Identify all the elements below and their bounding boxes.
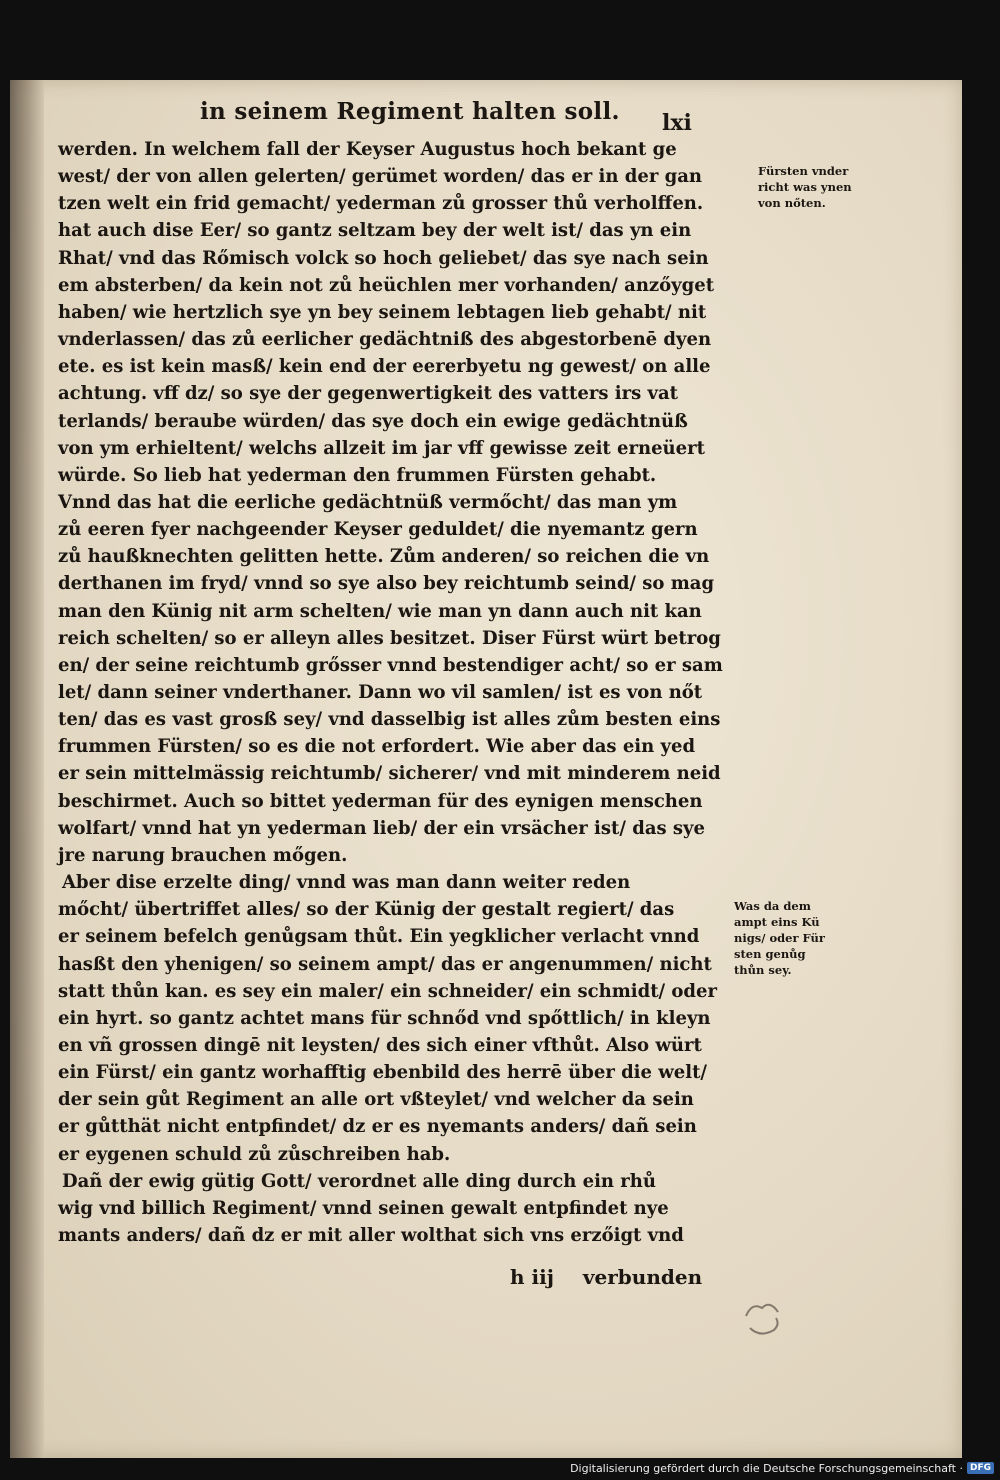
text-line: Rhat/ vnd das Rőmisch volck so hoch geliebet/ das sye nach sein [58, 247, 709, 269]
digitization-credit [570, 1460, 994, 1476]
text-line: ete. es ist kein masß/ kein end der eererbyetu ng gewest/ on alle [58, 356, 711, 378]
text-line: Vnnd das hat die eerliche gedächtnüß vermőcht/ das man ym [58, 491, 678, 513]
text-line: statt thůn kan. es sey ein maler/ ein schneider/ ein schmidt/ oder [58, 980, 717, 1002]
margin-note-line: sten genůg [734, 947, 806, 961]
text-line: wig vnd billich Regiment/ vnnd seinen gewalt entpfindet nye [58, 1197, 669, 1219]
signature-mark: h iij [510, 1265, 554, 1289]
text-line: würde. So lieb hat yederman den frummen Fürsten gehabt. [58, 464, 657, 486]
text-line: von ym erhieltent/ welchs allzeit im jar vff gewisse zeit erneüert [58, 437, 705, 459]
text-line: zů haußknechten gelitten hette. Zům anderen/ so reichen die vn [58, 546, 710, 568]
text-line: werden. In welchem fall der Keyser Augustus hoch bekant ge [58, 139, 677, 160]
text-line: tzen welt ein frid gemacht/ yederman zů grosser thů verholffen. [58, 193, 704, 215]
margin-note-line: Was da dem [734, 899, 811, 913]
text-line: Aber dise erzelte ding/ vnnd was man dann weiter reden [62, 872, 631, 894]
text-line: zů eeren fyer nachgeender Keyser geduldet/ die nyemantz gern [58, 519, 698, 541]
text-line: let/ dann seiner vnderthaner. Dann wo vil samlen/ ist es von nőt [58, 682, 703, 703]
margin-note-line: thůn sey. [734, 963, 792, 977]
folio-number: lxi [662, 110, 692, 136]
text-line: man den Künig nit arm schelten/ wie man yn dann auch nit kan [58, 600, 702, 622]
text-line: er gůtthät nicht entpfindet/ dz er es nyemants anders/ dañ sein [58, 1116, 697, 1138]
running-head: in seinem Regiment halten soll. [200, 98, 620, 125]
text-line: ein hyrt. so gantz achtet mans für schnőd vnd spőttlich/ in kleyn [58, 1007, 711, 1029]
text-line: en vñ grossen dingē nit leysten/ des sich einer vfthůt. Also würt [58, 1034, 702, 1056]
page-gutter-shadow [10, 80, 44, 1458]
margin-note-line: von nőten. [758, 196, 826, 210]
text-line: Dañ der ewig gütig Gott/ verordnet alle ding durch ein rhů [62, 1170, 656, 1192]
margin-note-line: Fürsten vnder [758, 164, 849, 178]
margin-note-1 [758, 163, 852, 211]
text-line: mőcht/ übertriffet alles/ so der Künig der gestalt regiert/ das [58, 899, 675, 921]
text-line: ten/ das es vast grosß sey/ vnd dasselbig ist alles zům besten eins [58, 709, 721, 731]
text-line: hasßt den yhenigen/ so seinem ampt/ das er angenummen/ nicht [58, 953, 712, 975]
text-line: en/ der seine reichtumb grősser vnnd bestendiger acht/ so er sam [58, 654, 723, 676]
text-line: derthanen im fryd/ vnnd so sye also bey reichtumb seind/ so mag [58, 573, 715, 595]
text-line: der sein gůt Regiment an alle ort vßteylet/ vnd welcher da sein [58, 1089, 694, 1111]
text-line: ein Fürst/ ein gantz worhafftig ebenbild des herrē über die welt/ [58, 1062, 708, 1084]
text-line: west/ der von allen gelerten/ gerümet worden/ das er in der gan [58, 166, 702, 188]
text-line: frummen Fürsten/ so es die not erfordert. Wie aber das ein yed [58, 736, 696, 758]
text-line: vnderlassen/ das zů eerlicher gedächtniß des abgestorbenē dyen [58, 329, 712, 351]
text-line: achtung. vff dz/ so sye der gegenwertigkeit des vatters irs vat [58, 383, 678, 405]
text-line: reich schelten/ so er alleyn alles besitzet. Diser Fürst würt betrog [58, 627, 721, 649]
text-line: wolfart/ vnnd hat yn yederman lieb/ der ein vrsächer ist/ das sye [58, 817, 705, 839]
text-line: terlands/ beraube würden/ das sye doch ein ewige gedächtnüß [58, 410, 688, 432]
dfg-logo: DFG [967, 1462, 994, 1474]
text-line: hat auch dise Eer/ so gantz seltzam bey der welt ist/ das yn ein [58, 220, 692, 242]
margin-note-line: ampt eins Kü [734, 915, 820, 929]
text-line: jre narung brauchen mőgen. [58, 844, 348, 866]
ink-smudge-mark [740, 1298, 786, 1342]
text-line: er sein mittelmässig reichtumb/ sicherer/ vnd mit minderem neid [58, 763, 721, 785]
margin-note-2 [734, 898, 825, 978]
catchword: verbunden [582, 1265, 703, 1289]
text-line: er eygenen schuld zů zůschreiben hab. [58, 1143, 451, 1165]
text-line: er seinem befelch genůgsam thůt. Ein yegklicher verlacht vnnd [58, 926, 700, 948]
margin-note-line: richt was ynen [758, 180, 852, 194]
text-line: beschirmet. Auch so bittet yederman für des eynigen menschen [58, 790, 703, 812]
text-line: haben/ wie hertzlich sye yn bey seinem lebtagen lieb gehabt/ nit [58, 301, 707, 323]
catchword-line [510, 1265, 730, 1299]
text-line: mants anders/ dañ dz er mit aller wolthat sich vns erzőigt vnd [58, 1225, 684, 1246]
text-line: em absterben/ da kein not zů heüchlen mer vorhanden/ anzőyget [58, 274, 715, 296]
margin-note-line: nigs/ oder Für [734, 931, 825, 945]
credit-text: Digitalisierung gefördert durch die Deutsche Forschungsgemeinschaft · [570, 1461, 963, 1475]
